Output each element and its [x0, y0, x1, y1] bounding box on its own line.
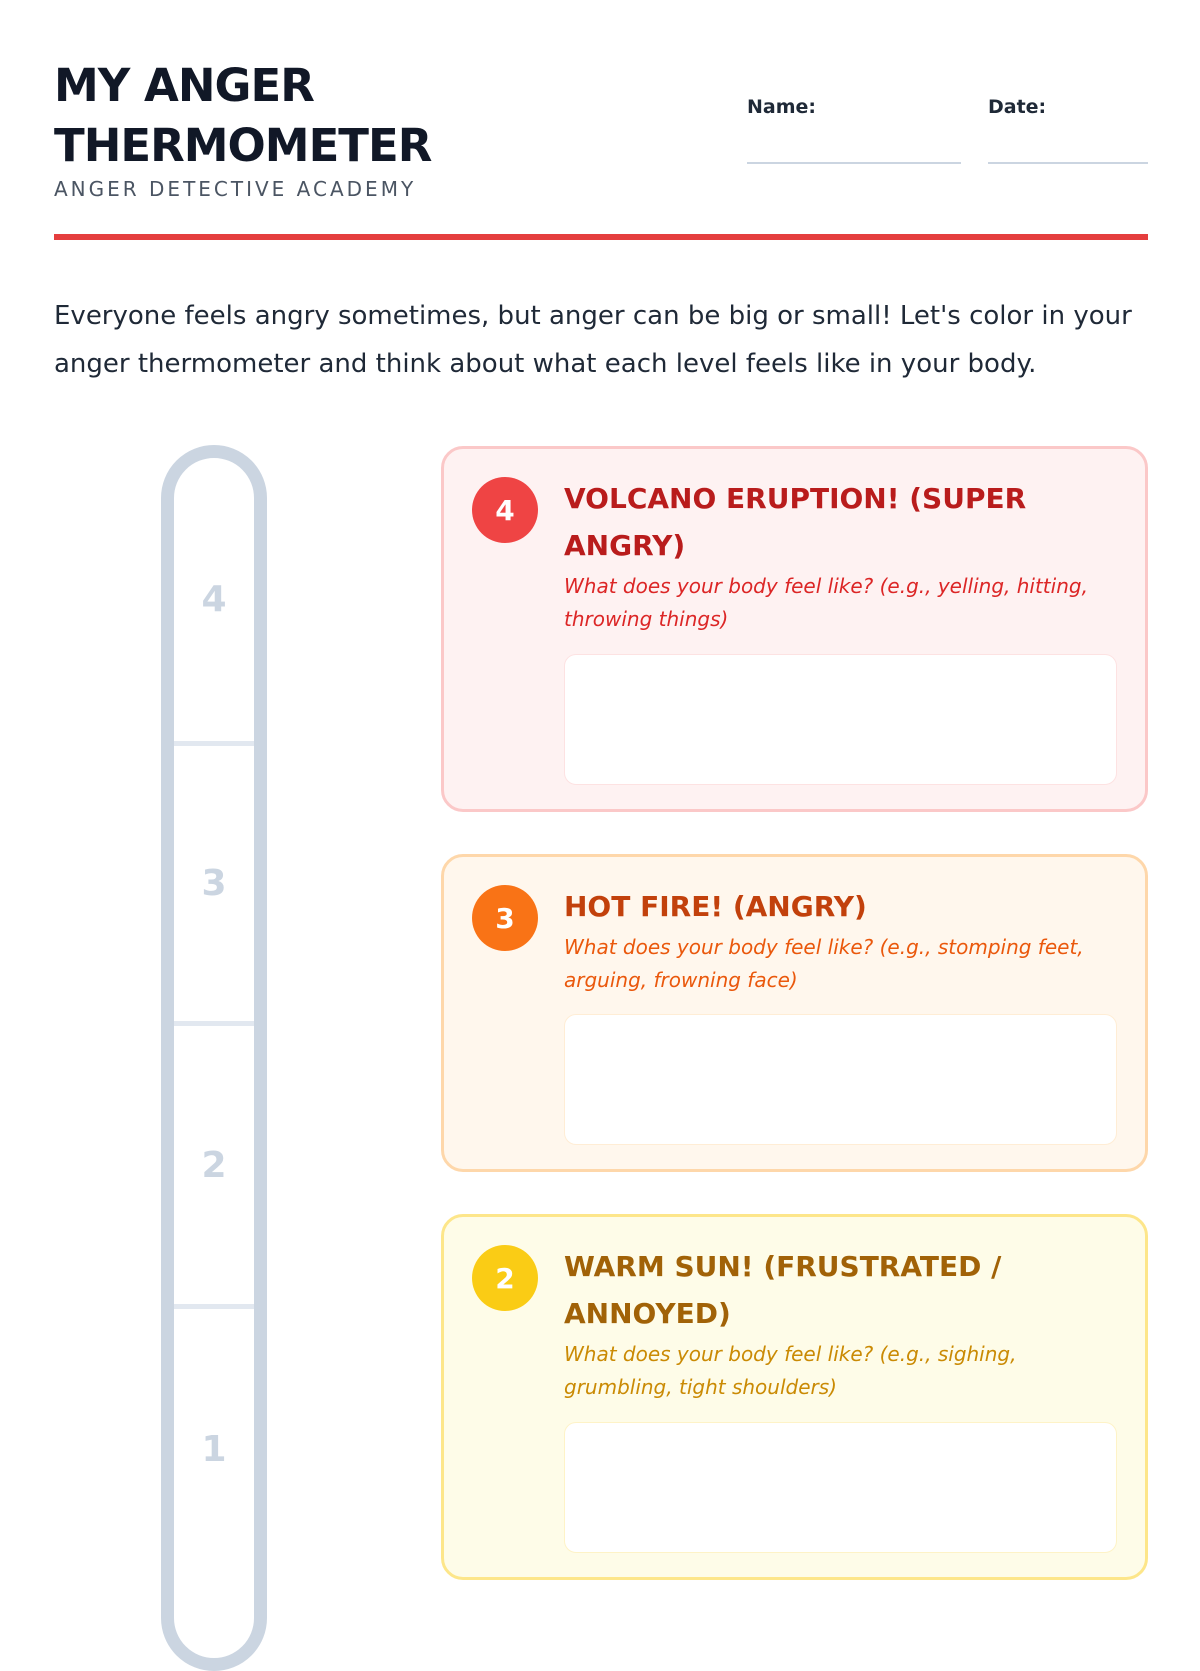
level-3-answer-box[interactable] — [564, 1014, 1117, 1145]
thermometer-level-4[interactable]: 4 — [201, 579, 227, 620]
level-4-badge: 4 — [472, 477, 538, 543]
level-3-title: HOT FIRE! (ANGRY) — [564, 890, 867, 923]
level-2-card — [441, 1214, 1148, 1580]
level-4-prompt: What does your body feel like? (e.g., yelling, hitting, throwing things) — [564, 574, 1088, 631]
date-line[interactable] — [988, 162, 1148, 164]
level-3-prompt: What does your body feel like? (e.g., stomping feet, arguing, frowning face) — [564, 935, 1084, 992]
page-title: MY ANGER THERMOMETER — [54, 59, 432, 172]
header — [54, 56, 1148, 241]
level-3-badge: 3 — [472, 885, 538, 951]
intro-text: Everyone feels angry sometimes, but anger can be big or small! Let's color in your anger thermometer and think about what each level feels like in your body. — [54, 301, 1132, 379]
name-label: Name: — [747, 96, 817, 118]
thermometer-level-2[interactable]: 2 — [201, 1144, 227, 1186]
level-4-card — [441, 446, 1148, 812]
level-2-prompt: What does your body feel like? (e.g., sighing, grumbling, tight shoulders) — [564, 1342, 1017, 1399]
level-3-card — [441, 854, 1148, 1172]
date-label: Date: — [988, 96, 1047, 118]
date-field[interactable] — [988, 96, 1046, 118]
header-divider — [54, 234, 1148, 240]
worksheet-page — [54, 0, 1148, 1600]
name-line[interactable] — [747, 162, 961, 164]
level-4-title: VOLCANO ERUPTION! (SUPER ANGRY) — [564, 482, 1027, 562]
thermometer-level-1[interactable]: 1 — [201, 1428, 227, 1470]
thermometer[interactable] — [161, 445, 267, 1671]
thermometer-level-3[interactable]: 3 — [201, 863, 227, 904]
page-subtitle: ANGER DETECTIVE ACADEMY — [54, 177, 417, 201]
level-4-answer-box[interactable] — [564, 654, 1117, 785]
name-field[interactable] — [747, 96, 816, 118]
level-2-answer-box[interactable] — [564, 1422, 1117, 1553]
level-2-badge: 2 — [472, 1245, 538, 1311]
level-2-title: WARM SUN! (FRUSTRATED / ANNOYED) — [564, 1250, 1002, 1330]
